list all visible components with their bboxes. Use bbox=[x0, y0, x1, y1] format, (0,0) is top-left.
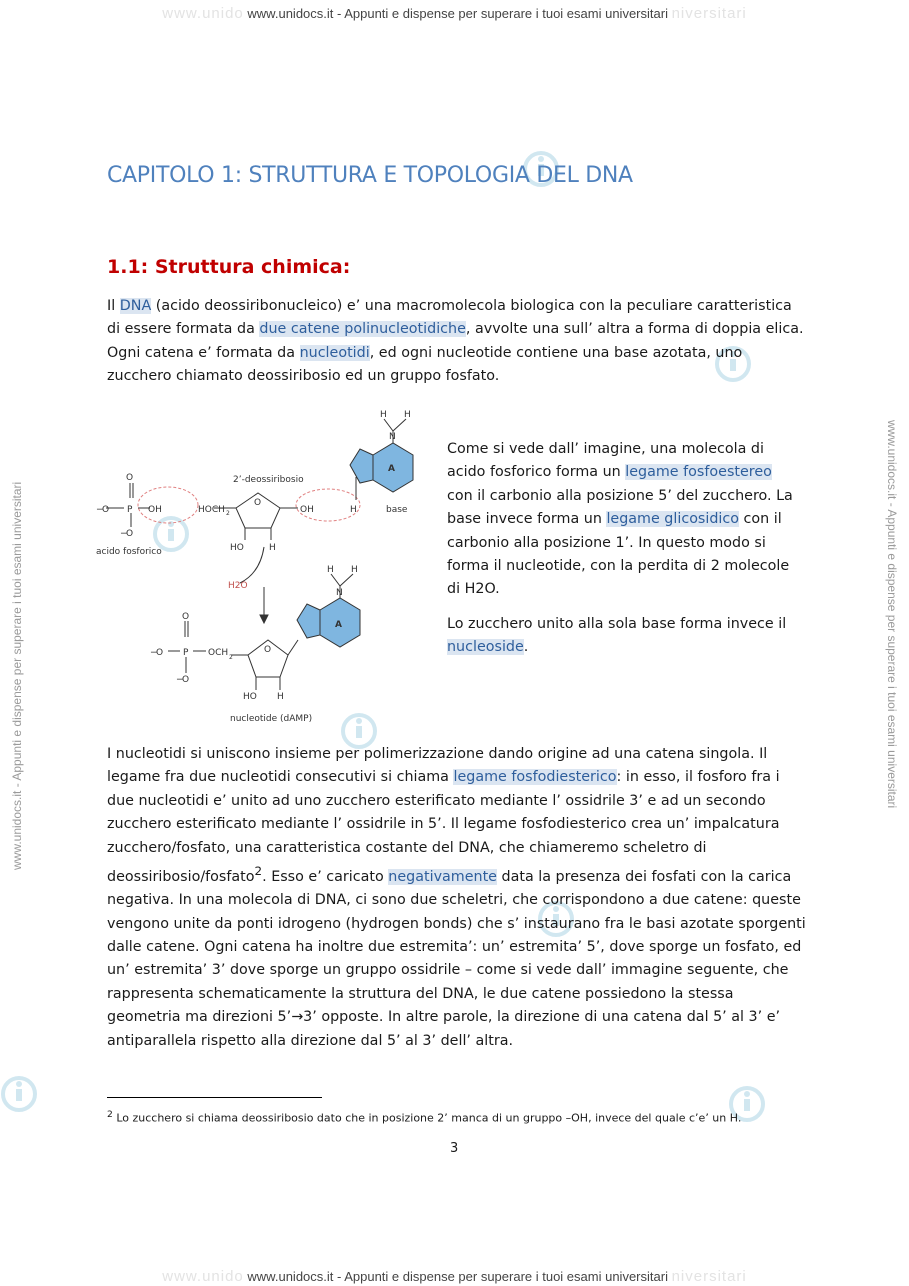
text-run: Il bbox=[107, 298, 120, 314]
atom-o: O bbox=[102, 505, 110, 515]
watermark-footer bbox=[0, 1268, 909, 1285]
text-run: : in esso, il fosforo fra i due nucleotidi e’ unito ad uno zucchero esterificato mediante l’ ossidrile 3’ e ad un secondo zucchero esterificato mediante l’ ossidrile in 5’. Il legame fosfodiesterico crea un’ impalcatura zucchero/fosfato, una caratteristica costante del DNA, che chiameremo scheletro di deossiribosio/fosfato bbox=[107, 769, 780, 885]
ring-letter-a: A bbox=[388, 464, 395, 474]
atom-h: H bbox=[404, 410, 411, 420]
charge-minus: − bbox=[150, 648, 158, 658]
watermark-footer-text: www.unidocs.it - Appunti e dispense per superare i tuoi esami universitari bbox=[247, 1269, 668, 1284]
atom-o: O bbox=[254, 498, 262, 508]
atom-h: H bbox=[380, 410, 387, 420]
charge-minus: − bbox=[120, 529, 128, 539]
atom-h: H bbox=[269, 543, 276, 553]
label-phosphoric-acid: acido fosforico bbox=[96, 547, 162, 557]
footnote-reference[interactable]: 2 bbox=[254, 864, 263, 879]
intro-paragraph bbox=[107, 295, 807, 389]
label-deoxyribose: 2’-deossiribosio bbox=[233, 475, 304, 485]
footnote bbox=[107, 1109, 741, 1125]
nucleotide-formation-figure bbox=[88, 405, 438, 730]
atom-oh: OH bbox=[300, 505, 314, 515]
watermark-right-side: www.unidocs.it - Appunti e dispense per superare i tuoi esami universitari bbox=[885, 420, 899, 809]
text-run: con il carbonio alla posizione 1’. In questo modo si forma il nucleotide, con la perdita di 2 molecole di H2O. bbox=[447, 511, 790, 598]
footnote-number: 2 bbox=[107, 1109, 113, 1120]
keyword-polynucleotide-chains: due catene polinucleotidiche bbox=[259, 321, 466, 338]
text-run: , avvolte una sull’ altra a forma di doppia elica. Ogni catena e’ formata da bbox=[107, 321, 804, 361]
label-water: H2O bbox=[228, 581, 248, 591]
label-nucleotide: nucleotide (dAMP) bbox=[230, 714, 313, 724]
charge-minus: − bbox=[96, 505, 104, 515]
charge-minus: − bbox=[176, 675, 184, 685]
text-run: (acido deossiribonucleico) e’ una macromolecola biologica con la peculiare caratteristica di essere formata da bbox=[107, 298, 792, 338]
atom-h: H bbox=[277, 692, 284, 702]
chapter-title: CAPITOLO 1: STRUTTURA E TOPOLOGIA DEL DNA bbox=[107, 163, 633, 188]
label-base: base bbox=[386, 505, 408, 515]
section-title: 1.1: Struttura chimica: bbox=[107, 256, 351, 278]
subscript-2: 2 bbox=[226, 510, 230, 517]
text-run: Come si vede dall’ imagine, una molecola di acido fosforico forma un bbox=[447, 441, 764, 481]
text-run: . Esso e’ caricato bbox=[262, 868, 389, 885]
ring-letter-a: A bbox=[335, 620, 342, 630]
atom-o: O bbox=[126, 529, 134, 539]
text-run: . bbox=[523, 639, 529, 656]
watermark-header bbox=[0, 5, 909, 22]
atom-h: H bbox=[350, 505, 357, 515]
keyword-nucleotides: nucleotidi bbox=[299, 344, 370, 361]
watermark-ghost-right: niversitari bbox=[671, 5, 747, 22]
keyword-phosphodiester-bond: legame fosfodiesterico bbox=[453, 769, 617, 786]
keyword-negatively: negativamente bbox=[388, 868, 497, 885]
text-run: con il carbonio alla posizione 5’ del zucchero. La base invece forma un bbox=[447, 487, 793, 528]
atom-ho: HO bbox=[230, 543, 244, 553]
keyword-phosphoester-bond: legame fosfoestereo bbox=[625, 464, 772, 481]
footnote-text: Lo zucchero si chiama deossiribosio dato che in posizione 2’ manca di un gruppo –OH, invece del quale c’e’ un H. bbox=[112, 1111, 742, 1125]
text-run: I nucleotidi si uniscono insieme per polimerizzazione dando origine ad una catena singola. Il legame fra due nucleotidi consecutivi si chiama bbox=[107, 746, 768, 786]
keyword-dna: DNA bbox=[119, 298, 152, 314]
atom-ho: HO bbox=[243, 692, 257, 702]
watermark-left-side: www.unidocs.it - Appunti e dispense per superare i tuoi esami universitari bbox=[10, 481, 24, 870]
atom-p: P bbox=[127, 505, 133, 515]
watermark-ghost-left: www.unido bbox=[162, 1268, 244, 1285]
side-paragraph-2 bbox=[447, 613, 802, 660]
text-run: , ed ogni nucleotide contiene una base azotata, uno zucchero chiamato deossiribosio ed un gruppo fosfato. bbox=[107, 344, 743, 385]
atom-h: H bbox=[327, 565, 334, 575]
atom-och2: OCH bbox=[208, 648, 229, 658]
page-number: 3 bbox=[450, 1141, 459, 1156]
atom-n: N bbox=[336, 588, 343, 598]
atom-n: N bbox=[389, 432, 396, 442]
watermark-header-text: www.unidocs.it - Appunti e dispense per superare i tuoi esami universitari bbox=[247, 6, 668, 21]
atom-o: O bbox=[182, 675, 190, 685]
body-paragraph bbox=[107, 743, 807, 1053]
atom-o: O bbox=[126, 473, 134, 483]
unidocs-logo-icon bbox=[0, 1075, 38, 1113]
atom-o: O bbox=[182, 612, 190, 622]
watermark-ghost-left: www.unido bbox=[162, 5, 244, 22]
footnote-divider bbox=[107, 1097, 322, 1098]
watermark-ghost-right: niversitari bbox=[671, 1268, 747, 1285]
side-paragraph-1 bbox=[447, 438, 802, 602]
text-run: Lo zucchero unito alla sola base forma invece il bbox=[447, 616, 787, 632]
atom-hoch2: HOCH bbox=[198, 505, 225, 515]
text-run: data la presenza dei fosfati con la carica negativa. In una molecola di DNA, ci sono due scheletri, che corrispondono a due catene: queste vengono unite da ponti idrogeno (hydrogen bonds) che s’ instaurano fra le basi azotate sporgenti dalle catene. Ogni catena ha inoltre due estremita’: un’ estremita’ 5’, dove sporge un fosfato, ed un’ estremita’ 3’ dove sporge un gruppo ossidrile – come si vede dall’ immagine seguente, che rappresenta schematicamente la struttura del DNA, le due catene possiedono la stessa geometria ma direzioni 5’ bbox=[107, 868, 806, 1026]
keyword-nucleoside: nucleoside bbox=[447, 639, 524, 656]
arrow-icon: → bbox=[291, 1009, 304, 1026]
text-run: 3’ opposte. In altre parole, la direzione di una catena dal 5’ al 3’ e’ antiparallela rispetto alla direzione dal 5’ al 3’ dell’ altra. bbox=[107, 1009, 781, 1049]
atom-o: O bbox=[156, 648, 164, 658]
atom-p: P bbox=[183, 648, 189, 658]
subscript-2: 2 bbox=[229, 654, 233, 661]
keyword-glycosidic-bond: legame glicosidico bbox=[606, 511, 740, 528]
atom-oh: OH bbox=[148, 505, 162, 515]
atom-o: O bbox=[264, 645, 272, 655]
atom-h: H bbox=[351, 565, 358, 575]
